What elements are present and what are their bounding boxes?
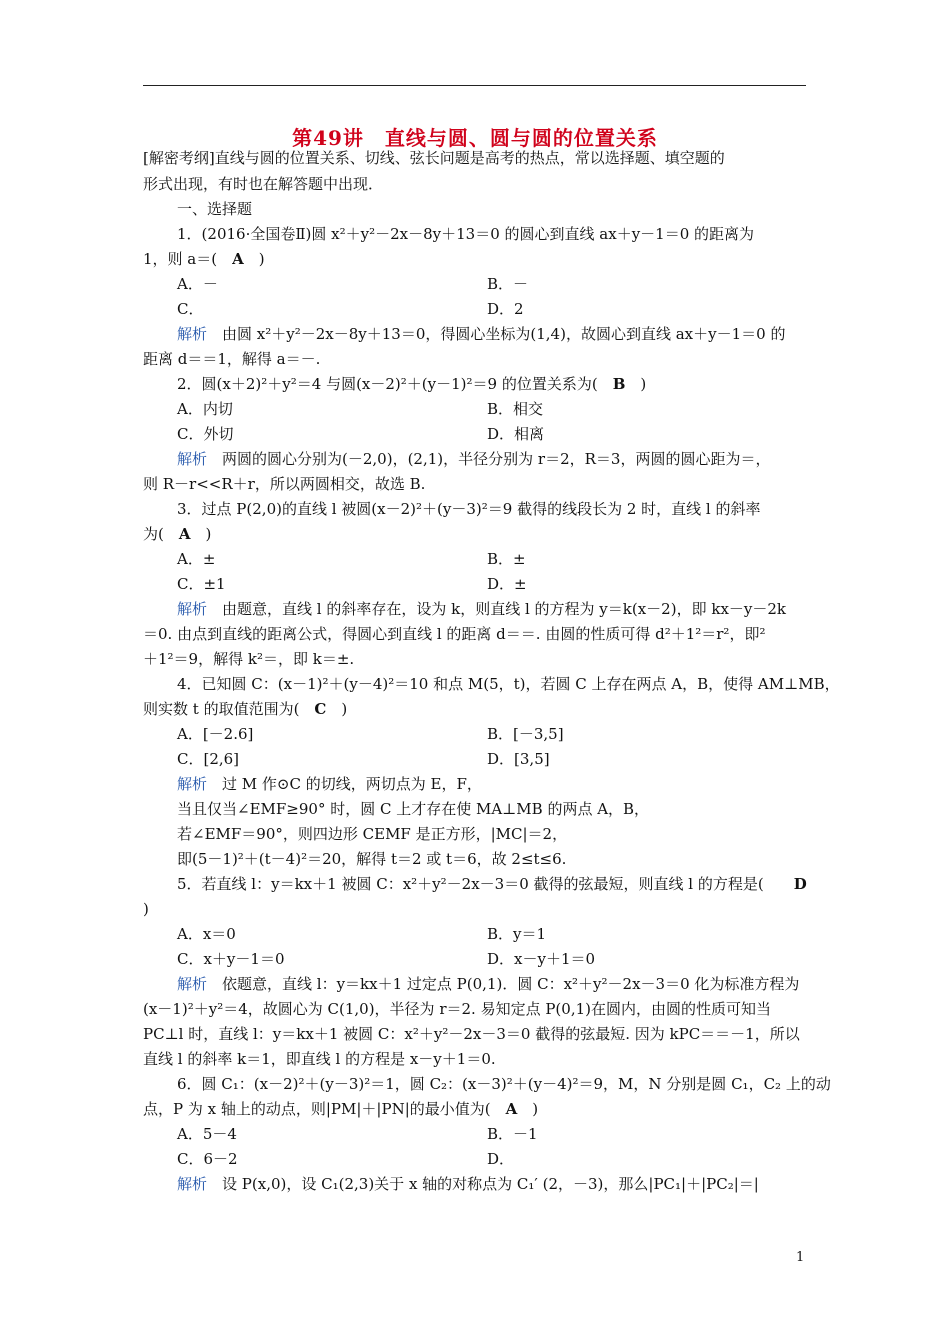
text-line: [143, 249, 265, 269]
line-text-end: ): [517, 1100, 539, 1118]
analysis-label: 解析: [177, 450, 208, 468]
line-text: B．－: [487, 275, 529, 293]
line-text: 则实数 t 的取值范围为(: [143, 700, 315, 718]
line-text: ＋1²＝9，解得 k²＝，即 k＝±.: [143, 650, 355, 668]
text-line: [143, 624, 765, 644]
line-text: C．外切: [177, 425, 234, 443]
line-text: B．[－3,5]: [487, 725, 564, 743]
line-text: D．[3,5]: [487, 750, 550, 768]
line-text: B．±: [487, 550, 526, 568]
line-text: 距离 d＝＝1，解得 a＝－.: [143, 350, 321, 368]
line-text: 3．过点 P(2,0)的直线 l 被圆(x－2)²＋(y－3)²＝9 截得的线段长为 2 时，直线 l 的斜率: [177, 500, 761, 518]
line-text: 设 P(x,0)，设 C₁(2,3)关于 x 轴的对称点为 C₁′ (2，－3)，那么|PC₁|＋|PC₂|＝|: [207, 1175, 759, 1193]
line-text: B．y＝1: [487, 925, 547, 943]
text-line: [143, 1024, 800, 1044]
line-text: D．±: [487, 575, 527, 593]
line-text: ): [143, 900, 149, 918]
text-line: [177, 224, 754, 244]
text-line: [177, 449, 770, 469]
text-line: [177, 399, 233, 419]
text-line: [487, 949, 595, 969]
analysis-label: 解析: [177, 775, 208, 793]
text-line: [177, 299, 203, 319]
line-text: 依题意，直线 l：y＝kx＋1 过定点 P(0,1)．圆 C：x²＋y²－2x－3＝0 化为标准方程为: [207, 975, 800, 993]
text-line: [177, 274, 218, 294]
line-text: C．x＋y－1＝0: [177, 950, 285, 968]
line-text: 5．若直线 l：y＝kx＋1 被圆 C：x²＋y²－2x－3＝0 截得的弦最短，则直线 l 的方程是(: [177, 875, 794, 893]
line-text: 若∠EMF＝90°，则四边形 CEMF 是正方形，|MC|＝2，: [177, 825, 568, 843]
line-text: A．5－4: [177, 1125, 237, 1143]
text-line: [487, 299, 524, 319]
top-rule: [143, 85, 806, 86]
text-line: [487, 1149, 514, 1169]
line-text: ＝0. 由点到直线的距离公式，得圆心到直线 l 的距离 d＝＝. 由圆的性质可得 d²＋1²＝r²，即²: [143, 625, 766, 643]
line-text: PC⊥l 时，直线 l：y＝kx＋1 被圆 C：x²＋y²－2x－3＝0 截得的弦最短. 因为 kPC＝＝－1，所以: [143, 1025, 800, 1043]
line-text: 4．已知圆 C：(x－1)²＋(y－4)²＝10 和点 M(5，t)，若圆 C 上存在两点 A，B，使得 AM⊥MB，: [177, 675, 840, 693]
text-line: [143, 349, 320, 369]
text-line: [487, 924, 546, 944]
line-text: 由圆 x²＋y²－2x－8y＋13＝0，得圆心坐标为(1,4)，故圆心到直线 ax＋y－1＝0 的: [207, 325, 786, 343]
line-text: C．: [177, 300, 204, 318]
line-text: D．: [487, 1150, 515, 1168]
text-line: [177, 799, 649, 819]
text-line: [143, 899, 149, 919]
text-line: [177, 724, 253, 744]
line-text: C．±1: [177, 575, 226, 593]
text-line: [177, 1174, 759, 1194]
text-line: [143, 699, 347, 719]
line-text: 为(: [143, 525, 179, 543]
line-text: 6．圆 C₁：(x－2)²＋(y－3)²＝1，圆 C₂：(x－3)²＋(y－4)²＝9，M，N 分别是圆 C₁，C₂ 上的动: [177, 1075, 831, 1093]
text-line: [177, 874, 807, 894]
line-text-end: ): [326, 700, 348, 718]
answer-letter: A: [178, 525, 191, 543]
line-text: 1．(2016·全国卷Ⅱ)圆 x²＋y²－2x－8y＋13＝0 的圆心到直线 ax＋y－1＝0 的距离为: [177, 225, 755, 243]
text-line: [177, 849, 566, 869]
line-text: C．[2,6]: [177, 750, 240, 768]
text-line: [177, 424, 233, 444]
line-text: B．－1: [487, 1125, 538, 1143]
text-line: [143, 474, 425, 494]
analysis-label: 解析: [177, 325, 208, 343]
line-text: D．相离: [487, 425, 545, 443]
line-text: D．2: [487, 300, 524, 318]
text-line: [143, 649, 354, 669]
line-text: 则 R－r<<R＋r，所以两圆相交，故选 B.: [143, 475, 426, 493]
text-line: [177, 924, 236, 944]
line-text: 直线 l 的斜率 k＝1，即直线 l 的方程是 x－y＋1＝0.: [143, 1050, 496, 1068]
text-line: [487, 399, 543, 419]
line-text: [解密考纲]直线与圆的位置关系、切线、弦长问题是高考的热点，常以选择题、填空题的: [143, 149, 725, 167]
line-text: B．相交: [487, 400, 544, 418]
text-line: [177, 749, 239, 769]
line-text-end: ): [625, 375, 647, 393]
line-text: 两圆的圆心分别为(－2,0)，(2,1)，半径分别为 r＝2，R＝3，两圆的圆心距为＝，: [207, 450, 771, 468]
answer-letter: D: [793, 875, 807, 893]
text-line: [177, 1124, 237, 1144]
line-text: A．－: [177, 275, 218, 293]
text-line: [177, 374, 646, 394]
line-text: 由题意，直线 l 的斜率存在，设为 k，则直线 l 的方程为 y＝k(x－2)，即 kx－y－2k: [207, 600, 787, 618]
answer-letter: C: [314, 700, 327, 718]
page-number: 1: [796, 1250, 805, 1265]
text-line: [177, 974, 799, 994]
line-text: A．x＝0: [177, 925, 236, 943]
line-text: 过 M 作⊙C 的切线，两切点为 E，F，: [207, 775, 482, 793]
line-text: A．[－2.6]: [177, 725, 254, 743]
line-text: A．内切: [177, 400, 233, 418]
text-line: [177, 574, 226, 594]
text-line: [177, 324, 785, 344]
text-line: [143, 999, 771, 1019]
text-line: [487, 549, 526, 569]
line-text: 2．圆(x＋2)²＋y²＝4 与圆(x－2)²＋(y－1)²＝9 的位置关系为(: [177, 375, 613, 393]
line-text: 点，P 为 x 轴上的动点，则|PM|＋|PN|的最小值为(: [143, 1100, 506, 1118]
line-text: (x－1)²＋y²＝4，故圆心为 C(1,0)，半径为 r＝2. 易知定点 P(0,1)在圆内，由圆的性质可知当: [143, 1000, 771, 1018]
text-line: [177, 824, 567, 844]
line-text: 即(5－1)²＋(t－4)²＝20，解得 t＝2 或 t＝6，故 2≤t≤6.: [177, 850, 567, 868]
text-line: [177, 774, 482, 794]
text-line: [143, 174, 383, 194]
text-line: [177, 949, 285, 969]
line-text: A．±: [177, 550, 216, 568]
answer-letter: A: [505, 1100, 518, 1118]
text-line: [487, 274, 528, 294]
text-line: [487, 424, 544, 444]
text-line: [177, 1074, 831, 1094]
line-text: 一、选择题: [177, 200, 253, 218]
line-text-end: ): [243, 250, 265, 268]
text-line: [177, 599, 786, 619]
answer-letter: B: [612, 375, 626, 393]
line-text: D．x－y＋1＝0: [487, 950, 596, 968]
text-line: [177, 1149, 238, 1169]
text-line: [177, 674, 840, 694]
line-text: C．6－2: [177, 1150, 238, 1168]
text-line: [177, 199, 252, 219]
line-text: 当且仅当∠EMF≥90° 时，圆 C 上才存在使 MA⊥MB 的两点 A，B，: [177, 800, 650, 818]
line-text-end: ): [190, 525, 212, 543]
analysis-label: 解析: [177, 1175, 208, 1193]
text-line: [487, 724, 564, 744]
text-line: [487, 574, 527, 594]
page-title: 第49讲 直线与圆、圆与圆的位置关系: [292, 126, 658, 150]
line-text: 1，则 a＝(: [143, 250, 233, 268]
text-line: [143, 524, 211, 544]
text-line: [487, 749, 550, 769]
answer-letter: A: [232, 250, 244, 268]
text-line: [143, 148, 725, 168]
text-line: [177, 549, 215, 569]
line-text: 形式出现，有时也在解答题中出现．: [143, 175, 384, 193]
text-line: [177, 499, 760, 519]
text-line: [143, 1049, 496, 1069]
analysis-label: 解析: [177, 600, 208, 618]
text-line: [143, 1099, 538, 1119]
analysis-label: 解析: [177, 975, 208, 993]
text-line: [487, 1124, 538, 1144]
